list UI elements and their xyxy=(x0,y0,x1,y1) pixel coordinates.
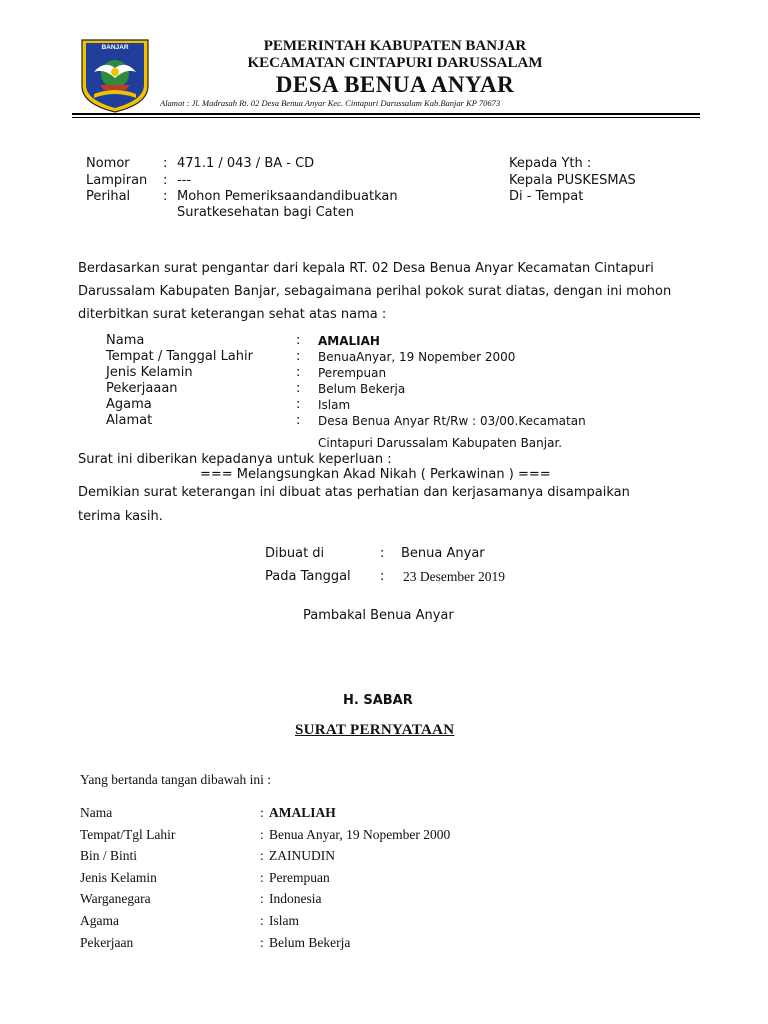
body-para-line-1: Berdasarkan surat pengantar dari kepala RT. 02 Desa Benua Anyar Kecamatan Cintapuri xyxy=(78,261,654,276)
header-address: Alamat : Jl. Madrasah Rt. 02 Desa Benua Anyar Kec. Cintapuri Darussalam Kab.Banjar KP 70673 xyxy=(160,98,501,108)
colon: : xyxy=(260,891,264,906)
statement-label: Bin / Binti xyxy=(80,848,138,863)
statement-value: Belum Bekerja xyxy=(269,935,351,950)
statement-label: Agama xyxy=(80,913,119,928)
colon: : xyxy=(163,156,168,171)
dibuat-value: Benua Anyar xyxy=(401,546,485,561)
identity-value: Belum Bekerja xyxy=(318,382,406,396)
statement-title: SURAT PERNYATAAN xyxy=(295,722,455,738)
colon: : xyxy=(380,546,385,561)
statement-value: Benua Anyar, 19 Nopember 2000 xyxy=(269,827,451,842)
banjar-crest-logo xyxy=(80,38,150,114)
statement-label: Nama xyxy=(80,805,113,820)
header-line-1: PEMERINTAH KABUPATEN BANJAR xyxy=(263,38,527,54)
colon: : xyxy=(296,381,301,396)
kepada-line-3: Di - Tempat xyxy=(509,189,584,204)
identity-label: Pekerjaaan xyxy=(106,381,178,396)
statement-label: Jenis Kelamin xyxy=(80,870,157,885)
colon: : xyxy=(296,333,301,348)
colon: : xyxy=(380,569,385,584)
tanggal-value: 23 Desember 2019 xyxy=(403,569,505,584)
colon: : xyxy=(260,848,264,863)
statement-value: Islam xyxy=(269,913,299,928)
body-para-line-2: Darussalam Kabupaten Banjar, sebagaimana perihal pokok surat diatas, dengan ini mohon xyxy=(78,284,672,299)
colon: : xyxy=(260,870,264,885)
identity-label: Nama xyxy=(106,333,145,348)
perihal-value-2: Suratkesehatan bagi Caten xyxy=(177,205,354,220)
colon: : xyxy=(296,349,301,364)
identity-label: Alamat xyxy=(106,413,153,428)
statement-value: Perempuan xyxy=(269,870,330,885)
colon: : xyxy=(260,935,264,950)
identity-label: Agama xyxy=(106,397,152,412)
body-para-line-3: diterbitkan surat keterangan sehat atas nama : xyxy=(78,307,387,322)
statement-label: Warganegara xyxy=(80,891,151,906)
header-rule-thin xyxy=(72,117,700,118)
statement-value: Indonesia xyxy=(269,891,322,906)
header-village-name: DESA BENUA ANYAR xyxy=(275,72,515,97)
statement-label: Tempat/Tgl Lahir xyxy=(80,827,176,842)
colon: : xyxy=(163,189,168,204)
nomor-label: Nomor xyxy=(86,156,130,171)
colon: : xyxy=(296,413,301,428)
lampiran-value: --- xyxy=(177,173,192,188)
logo-text: BANJAR xyxy=(101,44,129,51)
signatory-name: H. SABAR xyxy=(343,693,413,708)
kepada-line-2: Kepala PUSKESMAS xyxy=(509,173,636,188)
identity-address-continued: Cintapuri Darussalam Kabupaten Banjar. xyxy=(318,436,563,450)
identity-label: Jenis Kelamin xyxy=(106,365,193,380)
identity-value: BenuaAnyar, 19 Nopember 2000 xyxy=(318,350,516,364)
colon: : xyxy=(260,805,264,820)
tanggal-label: Pada Tanggal xyxy=(265,569,351,584)
closing-line-1: Demikian surat keterangan ini dibuat atas perhatian dan kerjasamanya disampaikan xyxy=(78,485,630,500)
closing-line-2: terima kasih. xyxy=(78,509,163,524)
statement-value: AMALIAH xyxy=(269,805,336,820)
statement-label: Pekerjaan xyxy=(80,935,134,950)
header-line-2: KECAMATAN CINTAPURI DARUSSALAM xyxy=(247,55,543,71)
kepada-line-1: Kepada Yth : xyxy=(509,156,592,171)
purpose-line-1: Surat ini diberikan kepadanya untuk keperluan : xyxy=(78,452,392,467)
statement-value: ZAINUDIN xyxy=(269,848,335,863)
colon: : xyxy=(296,397,301,412)
identity-value: Perempuan xyxy=(318,366,387,380)
lampiran-label: Lampiran xyxy=(86,173,148,188)
perihal-label: Perihal xyxy=(86,189,131,204)
colon: : xyxy=(163,173,168,188)
signatory-office: Pambakal Benua Anyar xyxy=(303,608,454,623)
colon: : xyxy=(260,827,264,842)
identity-label: Tempat / Tanggal Lahir xyxy=(106,349,253,364)
purpose-line-2: === Melangsungkan Akad Nikah ( Perkawinan ) === xyxy=(200,467,551,482)
statement-intro: Yang bertanda tangan dibawah ini : xyxy=(80,772,271,787)
nomor-value: 471.1 / 043 / BA - CD xyxy=(177,156,315,171)
identity-value: Islam xyxy=(318,398,351,412)
identity-value: AMALIAH xyxy=(318,334,380,348)
dibuat-label: Dibuat di xyxy=(265,546,325,561)
perihal-value-1: Mohon Pemeriksaandandibuatkan xyxy=(177,189,398,204)
colon: : xyxy=(296,365,301,380)
header-rule-thick xyxy=(72,113,700,115)
colon: : xyxy=(260,913,264,928)
identity-value: Desa Benua Anyar Rt/Rw : 03/00.Kecamatan xyxy=(318,414,586,428)
